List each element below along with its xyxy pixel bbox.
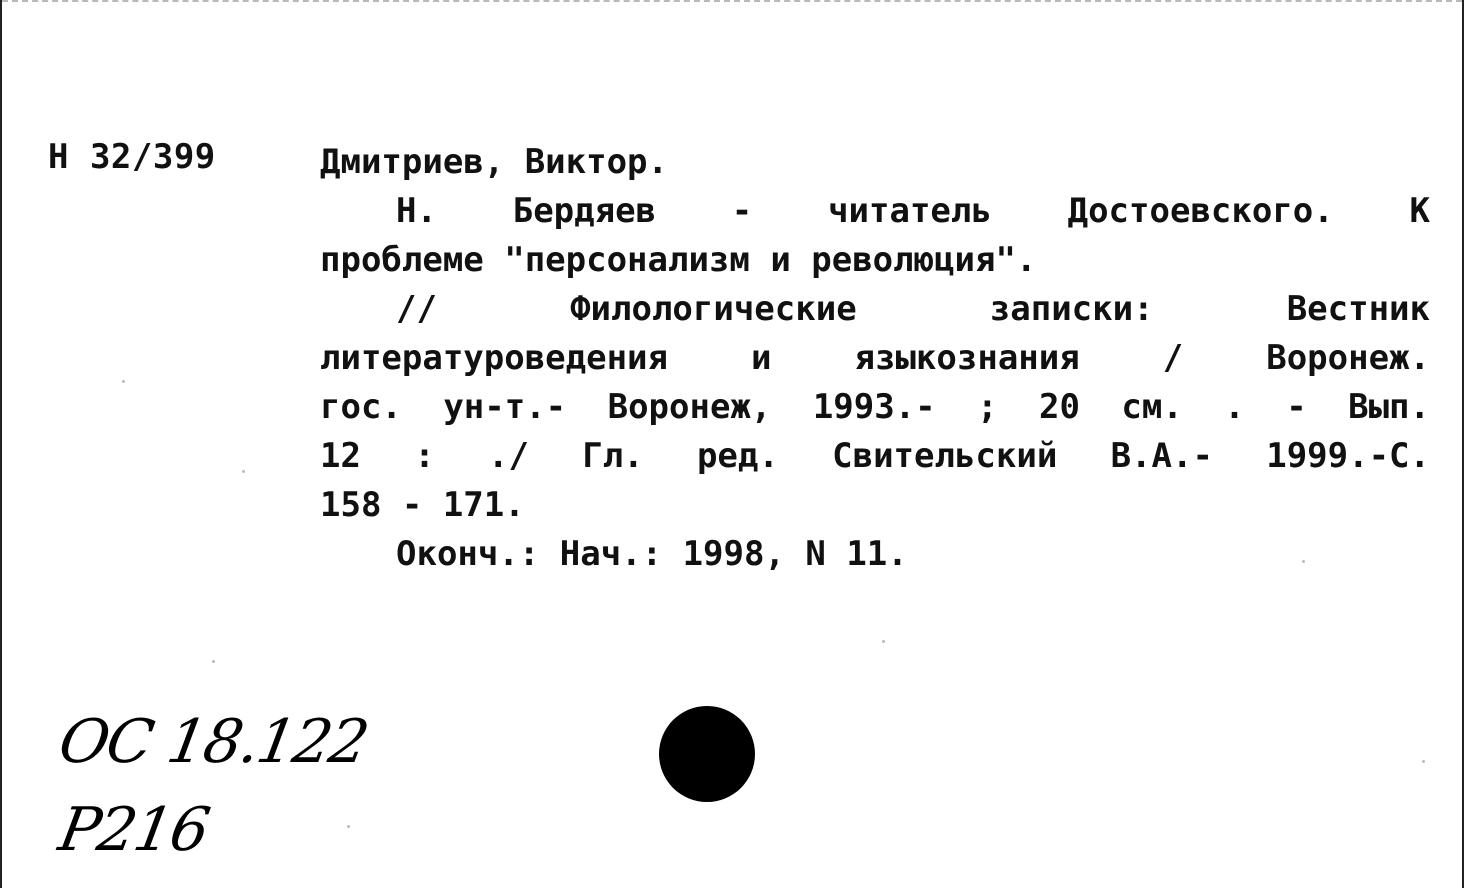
- title-line: проблеме "персонализм и революция".: [320, 240, 1037, 280]
- paper-speck: [242, 470, 245, 473]
- card-top-edge: [2, 0, 1462, 6]
- bibliographic-entry: [320, 138, 1430, 579]
- source-line: // Филологические записки: Вестник: [396, 289, 1430, 329]
- author-heading: Дмитриев, Виктор.: [320, 142, 668, 182]
- paper-speck: [1422, 760, 1425, 763]
- paper-speck: [122, 380, 125, 383]
- paper-speck: [347, 825, 350, 828]
- handwritten-call-number: Р216: [53, 795, 214, 865]
- punch-hole: [659, 706, 755, 802]
- source-line: 12 : ./ Гл. ред. Свительский В.А.- 1999.-С.: [320, 436, 1430, 476]
- source-line: литературоведения и языкознания / Воронеж.: [320, 338, 1430, 378]
- title-line: Н. Бердяев - читатель Достоевского. К: [396, 191, 1430, 231]
- source-line: 158 - 171.: [320, 485, 525, 525]
- paper-speck: [1302, 560, 1305, 563]
- shelfmark: Н 32/399: [48, 137, 216, 177]
- source-line: гос. ун-т.- Воронеж, 1993.- ; 20 см. . - Вып.: [320, 387, 1430, 427]
- handwritten-call-number: ОС 18.122: [53, 707, 373, 777]
- paper-speck: [882, 640, 885, 643]
- paper-speck: [212, 660, 215, 663]
- continuation-note: Оконч.: Нач.: 1998, N 11.: [396, 534, 908, 574]
